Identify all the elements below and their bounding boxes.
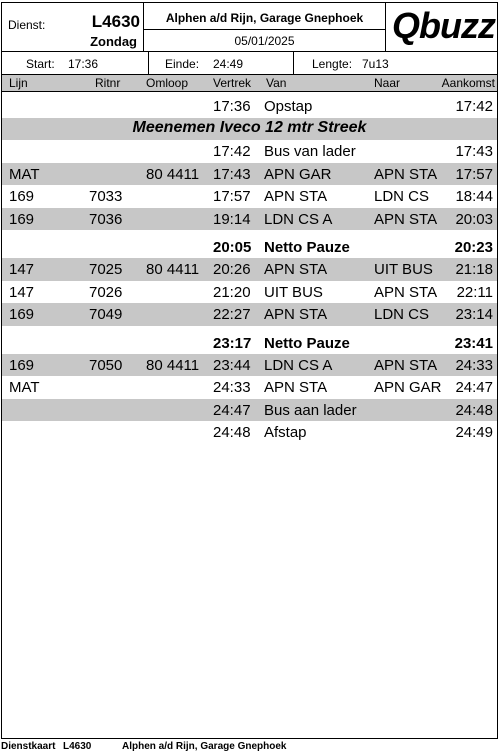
table-row (2, 185, 497, 208)
cell-ritnr: 7025 (89, 261, 123, 278)
start-label: Start: (26, 57, 55, 71)
cell-aankomst: 24:49 (455, 424, 493, 441)
footer-location: Alphen a/d Rijn, Garage Gnephoek (122, 741, 287, 752)
cell-lijn: 147 (9, 283, 35, 301)
cell-ritnr: 7050 (89, 356, 123, 374)
cell-naar: APN STA (374, 283, 438, 301)
cell-aankomst: 23:14 (455, 306, 493, 323)
cell-van: Bus van lader (264, 143, 356, 160)
cell-omloop: 80 4411 (146, 356, 200, 374)
cell-van: LDN CS A (264, 356, 333, 374)
dienst-code: L4630 (91, 12, 140, 31)
cell-naar: UIT BUS (374, 261, 433, 278)
pause-row (2, 326, 497, 354)
cell-lijn: 169 (9, 188, 35, 205)
cell-vertrek: 20:26 (213, 261, 251, 278)
cell-ritnr: 7036 (89, 210, 123, 228)
col-naar: Naar (374, 76, 401, 90)
duty-card (1, 2, 498, 739)
cell-vertrek: 23:44 (213, 356, 251, 374)
footer-code: L4630 (63, 741, 92, 752)
table-row (2, 95, 497, 118)
cell-van: Bus aan lader (264, 401, 357, 419)
table-row (2, 354, 497, 377)
table-row (2, 399, 497, 422)
cell-vertrek: 17:57 (213, 188, 251, 205)
cell-aankomst: 21:18 (455, 261, 493, 278)
table-row (2, 303, 497, 326)
cell-aankomst: 23:41 (454, 334, 493, 352)
col-vertrek: Vertrek (213, 76, 252, 90)
col-van: Van (266, 76, 287, 90)
pause-row (2, 230, 497, 258)
dienst-day: Zondag (90, 34, 137, 49)
start-value: 17:36 (68, 57, 99, 71)
cell-vertrek: 23:17 (213, 334, 252, 352)
table-row (2, 421, 497, 444)
cell-naar: APN STA (374, 210, 438, 228)
table-row (2, 258, 497, 281)
cell-naar: LDN CS (374, 306, 430, 323)
table-row (2, 376, 497, 399)
einde-value: 24:49 (213, 57, 244, 71)
schedule-table (2, 95, 497, 444)
cell-aankomst: 17:43 (455, 143, 493, 160)
cell-vertrek: 24:48 (213, 424, 251, 441)
cell-vertrek: 17:42 (213, 143, 251, 160)
cell-van: Netto Pauze (264, 239, 350, 256)
cell-lijn: 169 (9, 306, 35, 323)
cell-vertrek: 24:47 (213, 401, 251, 419)
cell-ritnr: 7049 (89, 306, 123, 323)
cell-omloop: 80 4411 (146, 165, 200, 183)
date: 05/01/2025 (234, 34, 295, 48)
start-box (2, 52, 149, 74)
column-headers (2, 74, 497, 92)
col-lijn: Lijn (9, 76, 28, 90)
cell-aankomst: 22:11 (456, 283, 493, 301)
cell-aankomst: 24:33 (455, 356, 493, 374)
banner-text: Meenemen Iveco 12 mtr Streek (132, 118, 367, 136)
cell-van: APN STA (264, 188, 328, 205)
cell-aankomst: 17:42 (455, 98, 493, 115)
cell-omloop: 80 4411 (146, 261, 200, 278)
cell-aankomst: 18:44 (455, 188, 493, 205)
table-row (2, 140, 497, 163)
lengte-label: Lengte: (312, 57, 353, 71)
cell-lijn: MAT (9, 165, 40, 183)
cell-naar: APN STA (374, 356, 438, 374)
cell-van: APN STA (264, 379, 328, 396)
table-row (2, 163, 497, 186)
cell-vertrek: 24:33 (213, 379, 251, 396)
qbuzz-logo: Qbuzz (392, 5, 495, 46)
location-box (144, 3, 386, 30)
cell-van: APN GAR (264, 165, 332, 183)
col-aankomst: Aankomst (441, 76, 495, 90)
cell-van: Netto Pauze (264, 334, 350, 352)
cell-aankomst: 24:47 (455, 379, 493, 396)
cell-aankomst: 20:23 (454, 239, 493, 256)
cell-naar: LDN CS (374, 188, 430, 205)
cell-van: LDN CS A (264, 210, 333, 228)
lengte-box (294, 52, 497, 74)
cell-van: APN STA (264, 261, 328, 278)
table-row (2, 281, 497, 304)
lengte-value: 7u13 (362, 57, 389, 71)
cell-lijn: 169 (9, 356, 35, 374)
einde-box (149, 52, 294, 74)
cell-vertrek: 17:43 (213, 165, 251, 183)
cell-naar: APN STA (374, 165, 438, 183)
cell-vertrek: 21:20 (213, 283, 251, 301)
cell-vertrek: 17:36 (213, 98, 251, 115)
cell-lijn: 147 (9, 261, 35, 278)
cell-aankomst: 20:03 (455, 210, 493, 228)
cell-van: Opstap (264, 98, 313, 115)
einde-label: Einde: (165, 57, 200, 71)
cell-vertrek: 22:27 (213, 306, 251, 323)
cell-aankomst: 17:57 (455, 165, 493, 183)
footer-title: Dienstkaart (1, 741, 56, 752)
table-row (2, 208, 497, 231)
cell-lijn: 169 (9, 210, 35, 228)
logo-box (386, 3, 497, 52)
col-omloop: Omloop (146, 76, 189, 90)
location: Alphen a/d Rijn, Garage Gnephoek (165, 11, 364, 25)
header (2, 3, 497, 74)
banner-row (2, 118, 497, 141)
cell-ritnr: 7026 (89, 283, 123, 301)
col-ritnr: Ritnr (95, 76, 121, 90)
cell-vertrek: 20:05 (213, 239, 252, 256)
dienst-label: Dienst: (8, 18, 46, 32)
cell-van: APN STA (264, 306, 328, 323)
cell-van: Afstap (264, 424, 307, 441)
cell-van: UIT BUS (264, 283, 323, 301)
cell-naar: APN GAR (374, 379, 442, 396)
cell-vertrek: 19:14 (213, 210, 251, 228)
dienst-box (2, 3, 144, 52)
cell-ritnr: 7033 (89, 188, 123, 205)
date-box (144, 30, 386, 52)
cell-lijn: MAT (9, 379, 40, 396)
cell-aankomst: 24:48 (455, 401, 493, 419)
